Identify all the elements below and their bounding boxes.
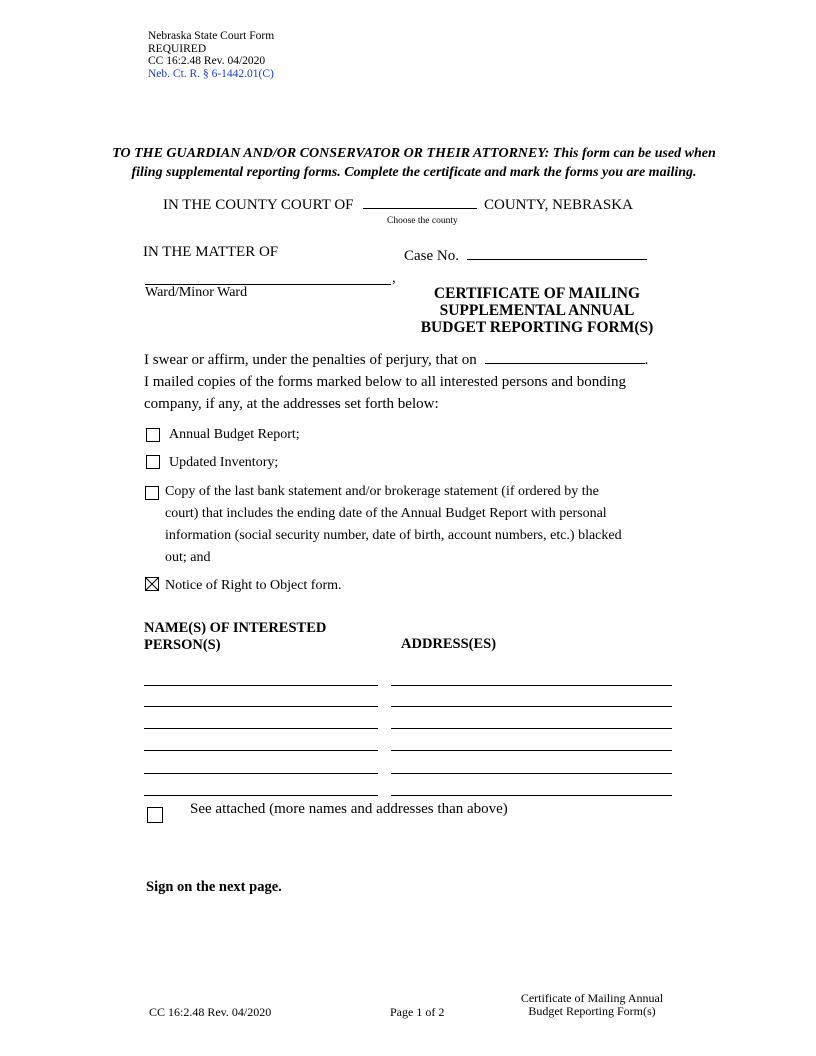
- bank-statement-line-4: out; and: [165, 550, 211, 565]
- annual-budget-report-label: Annual Budget Report;: [169, 427, 300, 442]
- see-attached-label: See attached (more names and addresses than above): [190, 801, 508, 817]
- address-line-2[interactable]: [391, 706, 672, 707]
- footer-doc-title-2: Budget Reporting Form(s): [528, 1004, 656, 1018]
- statement-line-2: I mailed copies of the forms marked below to all interested persons and bonding: [144, 374, 626, 390]
- footer-form-id: CC 16:2.48 Rev. 04/2020: [149, 1005, 272, 1019]
- court-line: [163, 194, 633, 214]
- address-line-6[interactable]: [391, 795, 672, 796]
- names-heading: [144, 620, 326, 654]
- instructions-notice: [62, 144, 766, 182]
- footer-page-number: Page 1 of 2: [390, 1005, 445, 1019]
- statement-line-3: company, if any, at the addresses set forth below:: [144, 396, 439, 412]
- sworn-statement: [144, 349, 684, 415]
- bank-statement-line-1: Copy of the last bank statement and/or brokerage statement (if ordered by the: [165, 484, 599, 499]
- notice-right-to-object-checkbox[interactable]: [145, 577, 159, 591]
- name-line-1[interactable]: [144, 685, 378, 686]
- bank-statement-label: [165, 481, 685, 569]
- notice-right-to-object-label: Notice of Right to Object form.: [165, 578, 342, 593]
- case-number-row: [404, 245, 647, 265]
- name-line-3[interactable]: [144, 728, 378, 729]
- address-line-1[interactable]: [391, 685, 672, 686]
- matter-label: IN THE MATTER OF: [143, 244, 279, 260]
- annual-budget-report-checkbox[interactable]: [146, 428, 160, 442]
- notice-line-1: TO THE GUARDIAN AND/OR CONSERVATOR OR THEIR ATTORNEY: This form can be used when: [112, 146, 716, 161]
- title-line-2: SUPPLEMENTAL ANNUAL: [439, 302, 635, 319]
- names-heading-line-2: PERSON(S): [144, 637, 221, 653]
- bank-statement-line-3: information (social security number, date of birth, account numbers, etc.) blacked: [165, 528, 622, 543]
- sign-next-page-note: Sign on the next page.: [146, 879, 282, 895]
- case-number-field[interactable]: [467, 245, 647, 260]
- name-line-6[interactable]: [144, 795, 378, 796]
- bank-statement-checkbox[interactable]: [145, 486, 159, 500]
- name-line-5[interactable]: [144, 773, 378, 774]
- name-line-4[interactable]: [144, 750, 378, 751]
- address-line-5[interactable]: [391, 773, 672, 774]
- statement-line-1: [144, 349, 684, 371]
- updated-inventory-label: Updated Inventory;: [169, 455, 279, 470]
- form-header: [148, 30, 274, 80]
- footer-doc-title-1: Certificate of Mailing Annual: [520, 991, 664, 1005]
- court-suffix: COUNTY, NEBRASKA: [484, 197, 633, 213]
- footer-doc-title: [498, 992, 686, 1018]
- address-heading: ADDRESS(ES): [401, 636, 497, 652]
- names-heading-line-1: NAME(S) OF INTERESTED: [144, 620, 327, 636]
- ward-comma: ,: [392, 270, 396, 286]
- checked-x-icon: [146, 578, 158, 590]
- title-line-3: BUDGET REPORTING FORM(S): [420, 319, 654, 336]
- ward-label: Ward/Minor Ward: [145, 285, 248, 300]
- county-hint: Choose the county: [387, 216, 458, 226]
- statement-text-1: I swear or affirm, under the penalties of perjury, that on: [144, 352, 477, 368]
- bank-statement-line-2: court) that includes the ending date of the Annual Budget Report with personal: [165, 506, 607, 521]
- document-title: [396, 285, 678, 336]
- title-line-1: CERTIFICATE OF MAILING: [433, 285, 641, 302]
- case-number-label: Case No.: [404, 248, 459, 264]
- court-prefix: IN THE COUNTY COURT OF: [163, 197, 354, 213]
- address-line-3[interactable]: [391, 728, 672, 729]
- mailing-date-field[interactable]: [485, 349, 645, 364]
- header-rule-link[interactable]: Neb. Ct. R. § 6-1442.01(C): [148, 67, 274, 80]
- header-form-id: CC 16:2.48 Rev. 04/2020: [148, 55, 266, 67]
- notice-line-2: filing supplemental reporting forms. Complete the certificate and mark the forms you are mailing.: [131, 165, 697, 180]
- header-state-form: Nebraska State Court Form: [148, 30, 275, 42]
- header-required: REQUIRED: [148, 42, 207, 55]
- county-field[interactable]: [363, 194, 477, 209]
- name-line-2[interactable]: [144, 706, 378, 707]
- address-line-4[interactable]: [391, 750, 672, 751]
- ward-name-field[interactable]: [145, 271, 391, 285]
- updated-inventory-checkbox[interactable]: [146, 455, 160, 469]
- see-attached-checkbox[interactable]: [147, 807, 163, 823]
- statement-period: .: [644, 352, 649, 368]
